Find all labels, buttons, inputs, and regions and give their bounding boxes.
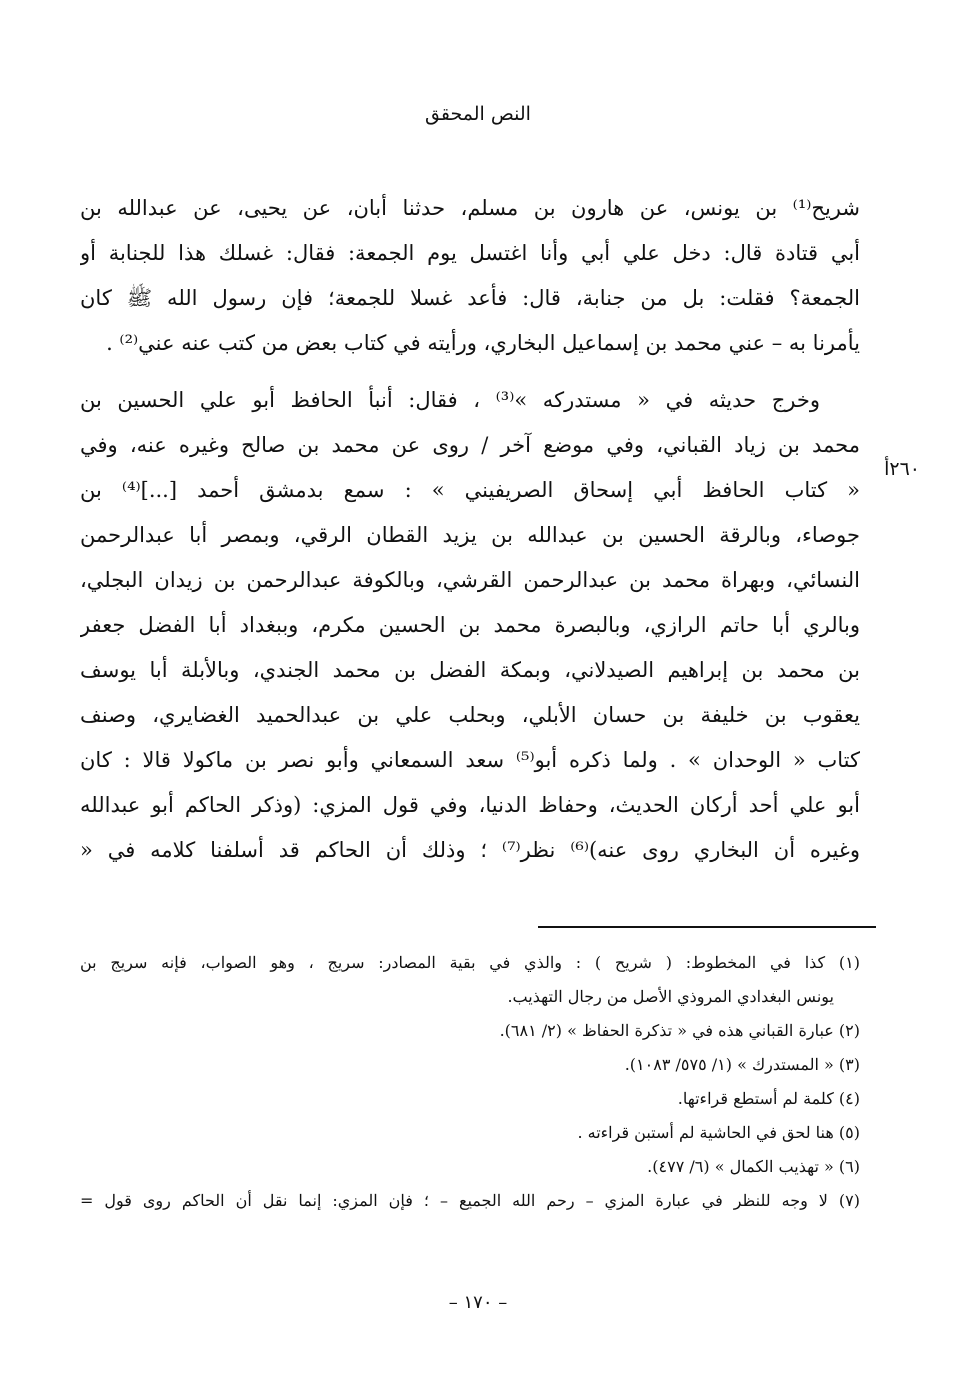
text-line: النسائي، وبهراة محمد بن عبدالرحمن القرشي، وبالكوفة عبدالرحمن بن زيدان البجلي، (80, 568, 860, 592)
paragraph-2 (80, 378, 860, 873)
text-line: جوصاء، وبالرقة الحسين بن عبدالله بن يزيد القطان الرقي، وبمصر أبا عبدالرحمن (80, 523, 860, 547)
footnote-5: (٥) هنا لحق في الحاشية لم أستبن قراءته . (577, 1123, 860, 1142)
text-line: وخرج حديثه في « مستدركه »⁽³⁾ ، فقال: أنبأ الحافظ أبو علي الحسين بن (80, 388, 820, 412)
footnotes (80, 946, 860, 1218)
footnote-6: (٦) « تهذيب الكمال » (٦/ ٤٧٧). (647, 1157, 860, 1176)
text-line: بن محمد بن إبراهيم الصيدلاني، وبمكة الفضل بن محمد الجندي، وبالأبلة أبا يوسف (80, 658, 860, 682)
text-line: كتاب « الوحدان » . ولما ذكره أبو⁽⁵⁾ سعد السمعاني وأبو نصر بن ماكولا قالا : كان (80, 748, 860, 772)
text-line: يأمرنا به – عني محمد بن إسماعيل البخاري، ورأيته في كتاب بعض من كتب عنه عني⁽²⁾ . (106, 331, 860, 355)
footnote-2: (٢) عبارة القباني هذه في « تذكرة الحفاظ » (٢/ ٦٨١). (499, 1021, 860, 1040)
text-line: أبو علي أحد أركان الحديث، وحفاظ الدنيا، وفي قول المزي: (وذكر الحاكم أبو عبدالله (80, 793, 860, 817)
paragraph-1 (80, 186, 860, 366)
running-title: النص المحقق (425, 103, 531, 125)
text-line: الجمعة؟ فقلت: بل من جنابة، قال: فأعد غسلا للجمعة؛ فإن رسول الله ﷺ كان (80, 286, 860, 310)
text-line: يعقوب بن خليفة بن حسان الأبلي، وبحلب علي بن عبدالحميد الغضايري، وصنف (80, 703, 860, 727)
text-line: أبي قتادة قال: دخل علي أبي وأنا اغتسل يوم الجمعة: فقال: غسلك هذا للجنابة أو (80, 241, 860, 265)
footnote-3: (٣) « المستدرك » (١/ ٥٧٥/ ١٠٨٣). (624, 1055, 860, 1074)
footnote-7: (٧) لا وجه للنظر في عبارة المزي – رحم الله الجميع – ؛ فإن المزي: إنما نقل أن الحاكم روى قول = (80, 1191, 860, 1210)
text-line: شريح⁽¹⁾ بن يونس، عن هارون بن مسلم، حدثنا أبان، عن يحيى، عن عبدالله بن (80, 196, 860, 220)
text-line: وبالري أبا حاتم الرازي، وبالبصرة محمد بن الحسين مكرم، وببغداد أبا الفضل جعفر (80, 613, 860, 637)
footnote-1: (١) كذا في المخطوط: ( شريح ) : والذي في بقية المصادر: سريج ، وهو الصواب، فإنه سريج بن (80, 953, 860, 972)
manuscript-folio-marker: ٢٦٠أ (884, 458, 920, 480)
footnote-4: (٤) كلمة لم أستطع قراءتها. (677, 1089, 860, 1108)
paragraph-gap (80, 366, 860, 378)
main-text (80, 186, 860, 873)
footnote-separator (538, 926, 876, 928)
page-number: – ١٧٠ – (448, 1292, 508, 1313)
text-line: « كتاب الحافظ أبي إسحاق الصريفيني » : سمع بدمشق أحمد [...]⁽⁴⁾ بن (80, 478, 860, 502)
footnote-1-continuation: يونس البغدادي المروذي الأصل من رجال التهذيب. (507, 987, 834, 1006)
text-line: محمد بن زياد القباني، وفي موضع آخر / روى عن محمد بن صالح وغيره عنه، وفي (80, 433, 860, 457)
text-line: وغيره أن البخاري روى عنه)⁽⁶⁾ نظر⁽⁷⁾ ؛ وذلك أن الحاكم قد أسلفنا كلامه في « (80, 838, 860, 862)
